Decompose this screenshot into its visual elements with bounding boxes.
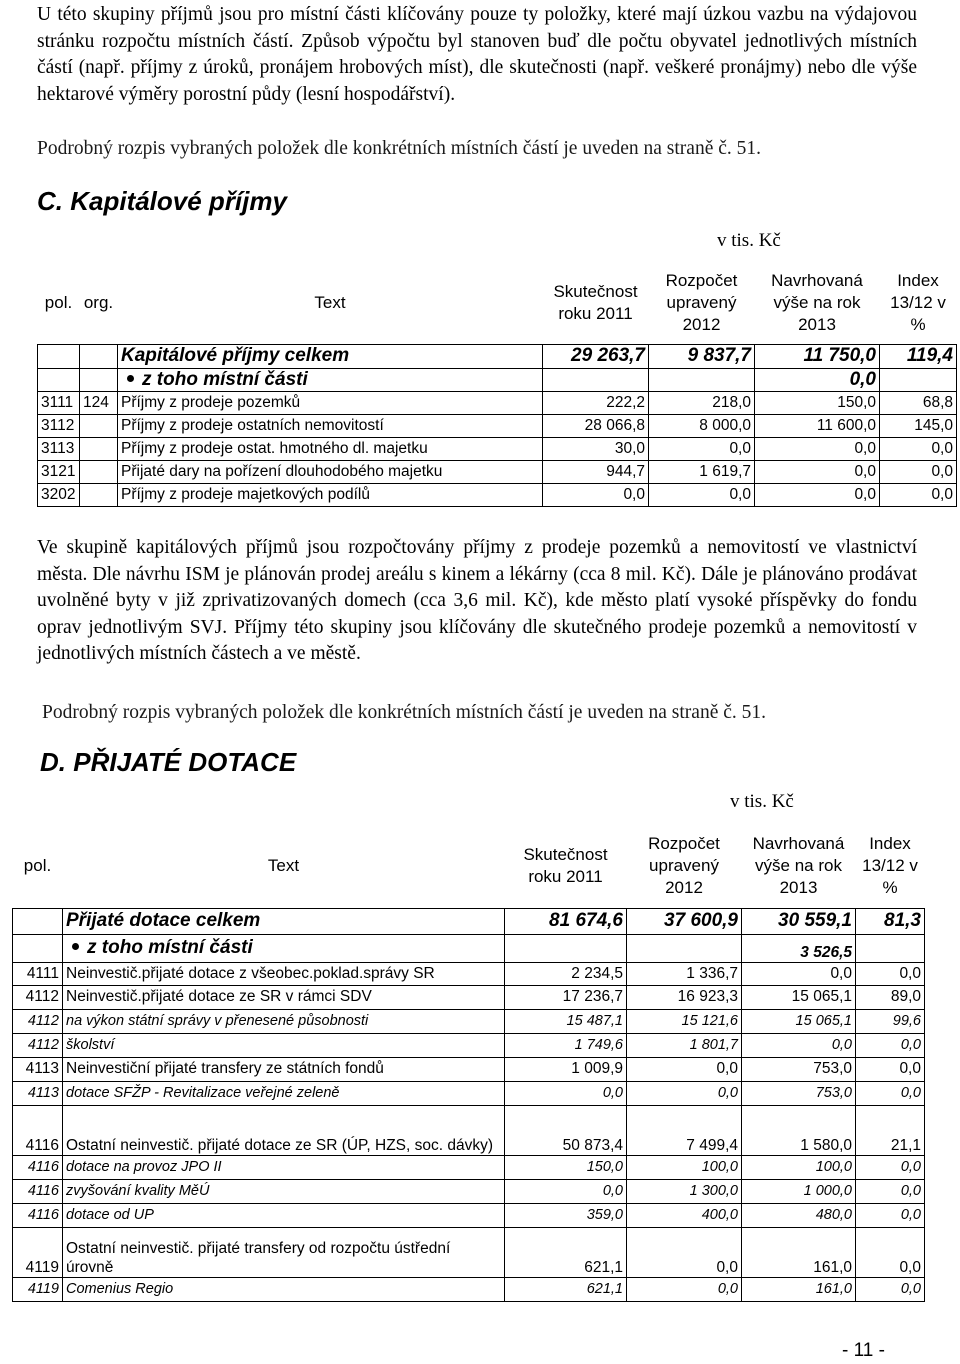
row-index: 0,0 [856, 1081, 925, 1105]
row-pol: 4119 [13, 1277, 63, 1301]
row-actual: 1 009,9 [505, 1057, 627, 1081]
col-org-header: org. [83, 293, 114, 313]
local-label: z toho místní části [87, 937, 253, 958]
page-number: - 11 - [842, 1340, 885, 1361]
total-actual: 81 674,6 [505, 908, 627, 934]
capital-income-reference: Podrobný rozpis vybraných položek dle konkrétních místních částí je uveden na straně č. 51. [42, 702, 767, 723]
row-org: 124 [80, 391, 118, 414]
col-text-header: Text [267, 855, 300, 875]
total-label: Kapitálové příjmy celkem [118, 344, 543, 368]
col-text-header: Text [314, 293, 346, 313]
total-budget: 9 837,7 [649, 344, 755, 368]
row-pol: 3111 [38, 391, 80, 414]
row-proposal: 100,0 [742, 1155, 856, 1179]
row-actual: 0,0 [543, 483, 649, 506]
row-budget: 1 619,7 [649, 460, 755, 483]
total-index: 81,3 [856, 908, 925, 934]
row-actual: 359,0 [505, 1203, 627, 1227]
row-index: 0,0 [880, 437, 957, 460]
table-row [13, 1057, 925, 1081]
row-budget: 100,0 [627, 1155, 742, 1179]
row-index: 0,0 [856, 1277, 925, 1301]
row-proposal: 0,0 [742, 962, 856, 985]
row-proposal: 161,0 [742, 1227, 856, 1277]
row-pol: 4119 [13, 1227, 63, 1277]
total-row [38, 344, 957, 368]
row-text: Přijaté dary na pořízení dlouhodobého majetku [118, 460, 543, 483]
table-row [13, 1277, 925, 1301]
row-text: zvyšování kvality MěÚ [63, 1179, 505, 1203]
row-actual: 0,0 [505, 1179, 627, 1203]
row-proposal: 1 000,0 [742, 1179, 856, 1203]
row-actual: 50 873,4 [505, 1105, 627, 1155]
total-proposal: 30 559,1 [742, 908, 856, 934]
row-text: Příjmy z prodeje pozemků [118, 391, 543, 414]
row-index: 0,0 [856, 1179, 925, 1203]
local-row [13, 934, 925, 962]
row-pol: 4112 [13, 1033, 63, 1057]
table-row [38, 391, 957, 414]
table-row [13, 1105, 925, 1155]
row-proposal: 15 065,1 [742, 985, 856, 1009]
section-c-heading: C. Kapitálové příjmy [37, 186, 287, 216]
row-budget: 1 300,0 [627, 1179, 742, 1203]
col-budget-header: Rozpočet upravený 2012 [648, 833, 720, 897]
row-pol: 3202 [38, 483, 80, 506]
row-budget: 1 801,7 [627, 1033, 742, 1057]
row-org [80, 414, 118, 437]
row-actual: 222,2 [543, 391, 649, 414]
col-pol-header: pol. [23, 855, 52, 875]
row-text: Comenius Regio [63, 1277, 505, 1301]
section-d-heading: D. PŘIJATÉ DOTACE [40, 747, 297, 777]
row-text: Příjmy z prodeje ostat. hmotného dl. majetku [118, 437, 543, 460]
row-index: 0,0 [856, 1155, 925, 1179]
row-index: 89,0 [856, 985, 925, 1009]
row-proposal: 150,0 [755, 391, 880, 414]
row-index: 0,0 [880, 460, 957, 483]
row-proposal: 753,0 [742, 1057, 856, 1081]
row-budget: 15 121,6 [627, 1009, 742, 1033]
local-label: z toho místní části [142, 368, 308, 390]
col-index-header: Index 13/12 v % [890, 271, 946, 335]
table-row [38, 460, 957, 483]
table-row [13, 1179, 925, 1203]
bullet-icon [72, 943, 79, 950]
row-index: 0,0 [856, 1057, 925, 1081]
row-budget: 0,0 [627, 1277, 742, 1301]
row-pol: 4111 [13, 962, 63, 985]
row-actual: 150,0 [505, 1155, 627, 1179]
row-pol: 4116 [13, 1155, 63, 1179]
row-budget: 0,0 [649, 483, 755, 506]
local-proposal: 3 526,5 [742, 934, 856, 962]
total-label: Přijaté dotace celkem [63, 908, 505, 934]
section-d-unit: v tis. Kč [730, 791, 794, 812]
total-budget: 37 600,9 [627, 908, 742, 934]
table-row [38, 437, 957, 460]
row-pol: 3121 [38, 460, 80, 483]
col-index-header: Index 13/12 v % [862, 833, 918, 897]
table-row [13, 1009, 925, 1033]
row-index: 68,8 [880, 391, 957, 414]
section-c-unit: v tis. Kč [717, 230, 781, 251]
row-text: dotace na provoz JPO II [63, 1155, 505, 1179]
capital-income-paragraph: Ve skupině kapitálových příjmů jsou rozpočtovány příjmy z prodeje pozemků a nemovitostí ve vlastnictví města. Dle návrhu ISM je plánován prodej areálu s kinem a lékárny (cca 8 mil. Kč). Dále je plánováno prodávat uvolněné byty v již zprivatizovaných domech (cca 3,6 mil. Kč), kde město platí vysoké příspěvky do fondu oprav jednotlivým SVJ. Příjmy této skupiny jsou klíčovány dle skutečného prodeje pozemků a nemovitostí v jednotlivých místních částech a ve městě. [37, 537, 917, 664]
col-proposal-header: Navrhovaná výše na rok 2013 [752, 833, 845, 897]
row-text: školství [63, 1033, 505, 1057]
row-pol: 4116 [13, 1105, 63, 1155]
intro-paragraph: U této skupiny příjmů jsou pro místní části klíčovány pouze ty položky, které mají úzkou vazbu na výdajovou stránku rozpočtu místních částí. Způsob výpočtu byl stanoven buď dle počtu obyvatel jednotlivých místních částí (např. příjmy z úroků, pronájem hrobových míst), dle skutečnosti (např. veškeré pronájmy) nebo dle výše hektarové výměry porostní půdy (lesní hospodářství). [37, 4, 917, 105]
row-index: 99,6 [856, 1009, 925, 1033]
total-index: 119,4 [880, 344, 957, 368]
row-pol: 3113 [38, 437, 80, 460]
row-index: 0,0 [856, 1203, 925, 1227]
table-row [13, 1203, 925, 1227]
row-proposal: 0,0 [755, 437, 880, 460]
table-row [13, 1227, 925, 1277]
row-actual: 0,0 [505, 1081, 627, 1105]
row-text: na výkon státní správy v přenesené působnosti [63, 1009, 505, 1033]
row-actual: 1 749,6 [505, 1033, 627, 1057]
row-text: dotace SFŽP - Revitalizace veřejné zeleně [63, 1081, 505, 1105]
row-pol: 4116 [13, 1179, 63, 1203]
row-text: Neinvestič.přijaté dotace z všeobec.poklad.správy SR [63, 962, 505, 985]
bullet-icon [127, 375, 134, 382]
row-budget: 0,0 [627, 1081, 742, 1105]
table-row [13, 962, 925, 985]
row-budget: 218,0 [649, 391, 755, 414]
row-budget: 0,0 [649, 437, 755, 460]
col-pol-header: pol. [44, 293, 73, 313]
row-proposal: 11 600,0 [755, 414, 880, 437]
local-proposal: 0,0 [755, 368, 880, 391]
row-proposal: 1 580,0 [742, 1105, 856, 1155]
row-org [80, 483, 118, 506]
row-actual: 17 236,7 [505, 985, 627, 1009]
intro-reference: Podrobný rozpis vybraných položek dle konkrétních místních částí je uveden na straně č. 51. [37, 138, 762, 159]
row-actual: 28 066,8 [543, 414, 649, 437]
row-text: dotace od UP [63, 1203, 505, 1227]
row-proposal: 161,0 [742, 1277, 856, 1301]
row-budget: 8 000,0 [649, 414, 755, 437]
col-budget-header: Rozpočet upravený 2012 [665, 271, 738, 335]
col-actual-header: Skutečnost roku 2011 [523, 844, 608, 886]
row-proposal: 753,0 [742, 1081, 856, 1105]
row-budget: 0,0 [627, 1227, 742, 1277]
capital-income-table [37, 263, 957, 507]
row-budget: 7 499,4 [627, 1105, 742, 1155]
row-index: 0,0 [856, 1033, 925, 1057]
table-row [38, 483, 957, 506]
row-text: Neinvestiční přijaté transfery ze státních fondů [63, 1057, 505, 1081]
row-actual: 15 487,1 [505, 1009, 627, 1033]
row-actual: 944,7 [543, 460, 649, 483]
total-row [13, 908, 925, 934]
row-budget: 16 923,3 [627, 985, 742, 1009]
row-pol: 4113 [13, 1081, 63, 1105]
local-row [38, 368, 957, 391]
row-pol: 4116 [13, 1203, 63, 1227]
row-index: 0,0 [856, 962, 925, 985]
row-index: 0,0 [880, 483, 957, 506]
row-pol: 3112 [38, 414, 80, 437]
total-proposal: 11 750,0 [755, 344, 880, 368]
row-proposal: 480,0 [742, 1203, 856, 1227]
row-index: 0,0 [856, 1227, 925, 1277]
table-row [38, 414, 957, 437]
row-proposal: 0,0 [755, 460, 880, 483]
row-text: Příjmy z prodeje ostatních nemovitostí [118, 414, 543, 437]
row-budget: 0,0 [627, 1057, 742, 1081]
table-row [13, 985, 925, 1009]
received-grants-table [12, 824, 925, 1302]
col-actual-header: Skutečnost roku 2011 [553, 282, 638, 324]
table-row [13, 1081, 925, 1105]
row-actual: 2 234,5 [505, 962, 627, 985]
row-actual: 621,1 [505, 1277, 627, 1301]
table-row [13, 1155, 925, 1179]
row-text: Neinvestič.přijaté dotace ze SR v rámci SDV [63, 985, 505, 1009]
row-actual: 30,0 [543, 437, 649, 460]
row-text: Příjmy z prodeje majetkových podílů [118, 483, 543, 506]
row-pol: 4112 [13, 985, 63, 1009]
row-proposal: 0,0 [742, 1033, 856, 1057]
row-org [80, 460, 118, 483]
col-proposal-header: Navrhovaná výše na rok 2013 [771, 271, 863, 335]
row-pol: 4112 [13, 1009, 63, 1033]
row-index: 145,0 [880, 414, 957, 437]
table-row [13, 1033, 925, 1057]
row-proposal: 15 065,1 [742, 1009, 856, 1033]
row-org [80, 437, 118, 460]
row-proposal: 0,0 [755, 483, 880, 506]
row-budget: 400,0 [627, 1203, 742, 1227]
row-pol: 4113 [13, 1057, 63, 1081]
row-text: Ostatní neinvestič. přijaté transfery od rozpočtu ústřední úrovně [63, 1227, 505, 1277]
row-budget: 1 336,7 [627, 962, 742, 985]
row-actual: 621,1 [505, 1227, 627, 1277]
total-actual: 29 263,7 [543, 344, 649, 368]
row-index: 21,1 [856, 1105, 925, 1155]
row-text: Ostatní neinvestič. přijaté dotace ze SR (ÚP, HZS, soc. dávky) [63, 1105, 505, 1155]
